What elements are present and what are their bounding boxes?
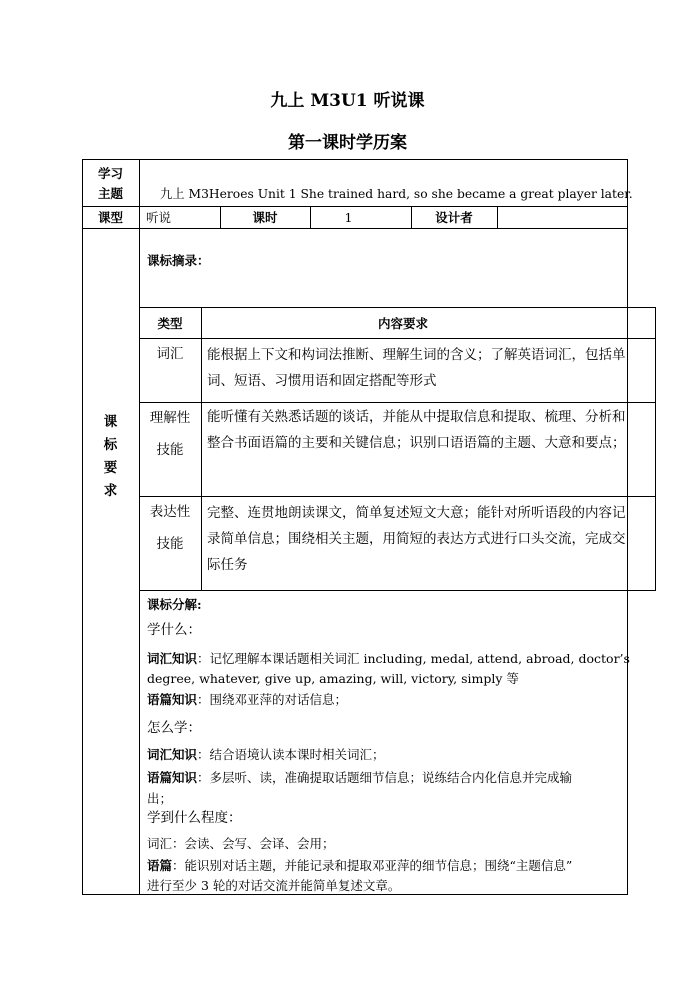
- inner-row1-type: 词汇: [156, 346, 184, 362]
- inner-table-right: [655, 307, 656, 591]
- table-border-bottom: [82, 894, 628, 895]
- table-border-row1: [82, 206, 628, 207]
- inner-row3-type-line1: 表达性: [149, 504, 191, 520]
- degree-heading: 学到什么程度：: [147, 810, 242, 826]
- how-discourse-label: 语篇知识: [147, 770, 198, 785]
- inner-table-divider: [201, 307, 202, 591]
- table-border-top: [82, 159, 628, 160]
- degree-discourse-text-1: ：能识别对话主题，并能记录和提取邓亚萍的细节信息；围绕“主题信息”: [172, 858, 573, 873]
- how-vocab-label: 词汇知识: [147, 747, 198, 762]
- table-border-left: [82, 159, 83, 895]
- how-discourse-line2: 出；: [147, 791, 173, 806]
- document-title: 九上 M3U1 听说课: [270, 91, 425, 111]
- how-vocab-line: [147, 745, 385, 763]
- table-border-right: [627, 159, 628, 895]
- side-label-char-1: 课: [103, 414, 118, 430]
- row2-divider-4: [497, 206, 498, 228]
- table-divider-label: [139, 159, 140, 895]
- how-discourse-text-1: ：多层听、读，准确提取话题细节信息；说练结合内化信息并完成输: [197, 770, 573, 785]
- inner-header-content: 内容要求: [377, 316, 428, 331]
- inner-row2-type-line1: 理解性: [149, 410, 191, 426]
- what-discourse-label: 语篇知识: [147, 692, 198, 707]
- how-discourse-line1: [147, 768, 572, 786]
- inner-header-type: 类型: [157, 316, 183, 331]
- inner-table-row2-bottom: [139, 496, 655, 497]
- excerpt-label: 课标摘录：: [147, 253, 210, 268]
- how-heading: 怎么学：: [147, 720, 201, 736]
- what-vocab-text-1: ：记忆理解本课话题相关词汇 including, medal, attend, abroad, doctor’s: [197, 651, 630, 666]
- inner-row2-type-line2: 技能: [156, 442, 184, 458]
- degree-vocab-line: 词汇：会读、会写、会译、会用；: [147, 836, 335, 851]
- breakdown-heading: 课标分解:: [147, 597, 202, 612]
- inner-table-header-bottom: [139, 338, 655, 339]
- what-heading: 学什么：: [147, 622, 201, 638]
- what-vocab-label: 词汇知识: [147, 651, 198, 666]
- inner-table-row1-bottom: [139, 402, 655, 403]
- inner-row3-type-line2: 技能: [156, 536, 184, 552]
- table-border-row2: [82, 228, 628, 229]
- period-value: 1: [344, 210, 353, 225]
- lesson-type-label: 课型: [97, 210, 123, 225]
- lesson-type-value: 听说: [146, 210, 172, 225]
- learning-topic: 九上 M3Heroes Unit 1 She trained hard, so she became a great player later.: [160, 187, 633, 201]
- what-vocab-line1: [147, 649, 630, 667]
- inner-row3-content: 完整、连贯地朗读课文，简单复述短文大意；能针对所听语段的内容记录简单信息；围绕相关主题，用简短的表达方式进行口头交流，完成交际任务: [207, 505, 626, 573]
- side-label-char-4: 求: [103, 483, 118, 499]
- side-label-char-3: 要: [103, 460, 118, 476]
- inner-table-top: [139, 307, 655, 308]
- document-subtitle: 第一课时学历案: [288, 133, 407, 153]
- how-vocab-text: ：结合语境认读本课时相关词汇；: [197, 747, 385, 762]
- designer-label: 设计者: [435, 210, 473, 225]
- inner-table-bottom: [139, 590, 655, 591]
- what-discourse-text: ：围绕邓亚萍的对话信息；: [197, 692, 348, 707]
- period-label: 课时: [252, 210, 278, 225]
- what-discourse-line: [147, 690, 347, 708]
- what-vocab-line2: degree, whatever, give up, amazing, will, victory, simply 等: [147, 671, 519, 686]
- degree-discourse-line2: 进行至少 3 轮的对话交流并能简单复述文章。: [147, 878, 401, 893]
- degree-discourse-line1: [147, 856, 572, 874]
- row1-label-line2: 主题: [97, 186, 123, 201]
- row1-label-line1: 学习: [97, 166, 123, 181]
- degree-discourse-label: 语篇: [147, 858, 173, 873]
- inner-row1-content: 能根据上下文和构词法推断、理解生词的含义；了解英语词汇，包括单词、短语、习惯用语和固定搭配等形式: [207, 347, 626, 389]
- side-label-char-2: 标: [103, 437, 118, 453]
- inner-row2-content: 能听懂有关熟悉话题的谈话，并能从中提取信息和提取、梳理、分析和整合书面语篇的主要和关键信息；识别口语语篇的主题、大意和要点；: [207, 409, 626, 451]
